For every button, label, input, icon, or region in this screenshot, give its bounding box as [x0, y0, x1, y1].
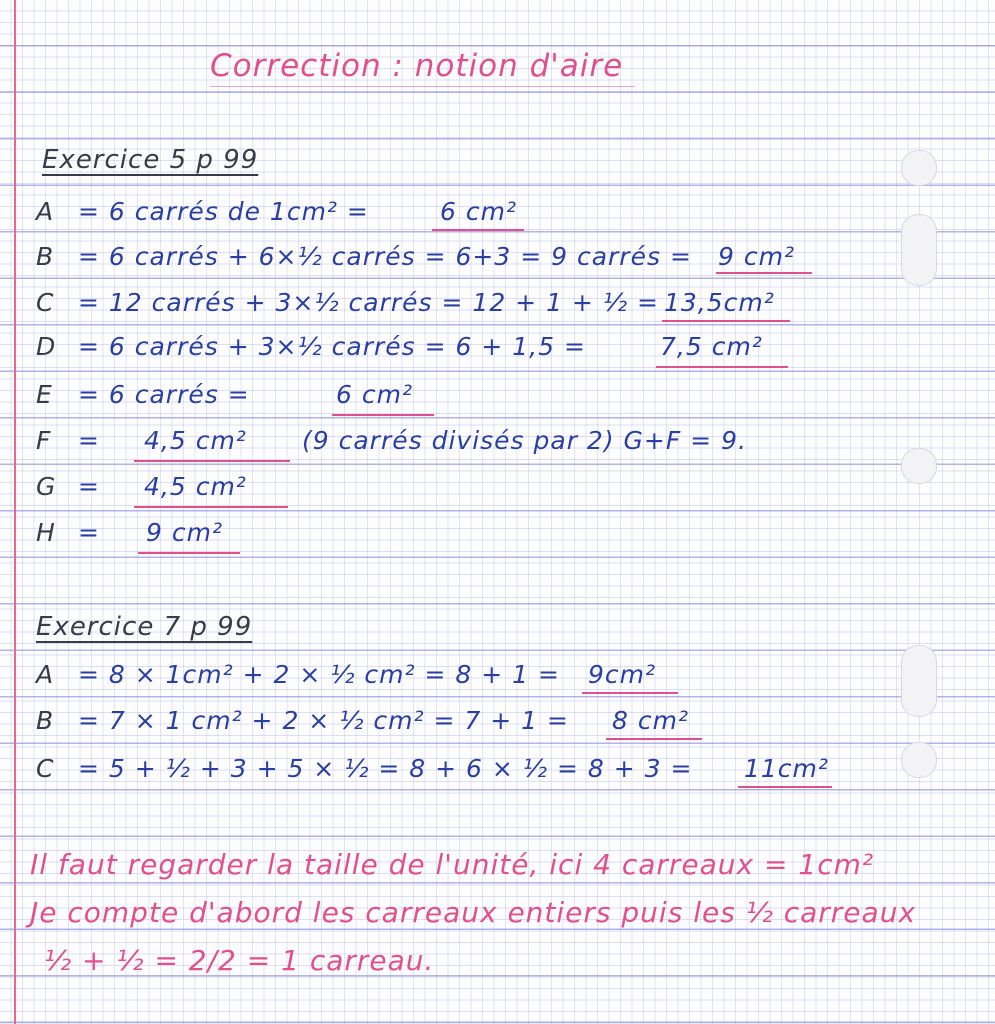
ex5-row-letter: F [36, 426, 52, 455]
ex7-row-answer: 9cm² [588, 660, 657, 689]
ex7-row-work: = 5 + ½ + 3 + 5 × ½ = 8 + 6 × ½ = 8 + 3 = [78, 754, 693, 783]
ex5-row-letter: D [36, 332, 57, 361]
ex5-row-letter: A [36, 197, 55, 226]
ex5-row-answer: 4,5 cm² [144, 472, 247, 501]
ex5-row-answer: 7,5 cm² [660, 332, 763, 361]
answer-underline [134, 506, 288, 508]
ex5-row-letter: E [36, 380, 53, 409]
answer-underline [606, 738, 702, 740]
answer-underline [134, 460, 290, 462]
margin-line [14, 0, 16, 1024]
ex5-row-answer: 13,5cm² [664, 288, 775, 317]
answer-underline [656, 366, 788, 368]
ex5-row-work: = 12 carrés + 3×½ carrés = 12 + 1 + ½ = [78, 288, 659, 317]
ex5-row-note: (9 carrés divisés par 2) G+F = 9. [302, 426, 747, 455]
ex7-row-letter: C [36, 754, 55, 783]
ex7-row-work: = 7 × 1 cm² + 2 × ½ cm² = 7 + 1 = [78, 706, 569, 735]
ex5-row-work: = [78, 518, 100, 547]
exercise7-heading: Exercice 7 p 99 [36, 612, 253, 642]
ex5-row-answer: 6 cm² [440, 197, 517, 226]
exercise5-heading: Exercice 5 p 99 [42, 145, 259, 175]
answer-underline [716, 272, 812, 274]
ex5-row-letter: H [36, 518, 56, 547]
answer-underline [662, 320, 790, 322]
conclusion-line-1: Il faut regarder la taille de l'unité, ici 4 carreaux = 1cm² [30, 848, 875, 881]
punch-hole [901, 645, 937, 717]
title-underline [210, 86, 635, 87]
ex5-row-work: = [78, 472, 100, 501]
answer-underline [138, 552, 240, 554]
ex5-row-work: = 6 carrés de 1cm² = [78, 197, 369, 226]
punch-hole [901, 150, 937, 186]
conclusion-line-3: ½ + ½ = 2/2 = 1 carreau. [44, 944, 435, 977]
ex7-row-answer: 8 cm² [612, 706, 689, 735]
punch-hole [901, 448, 937, 484]
ex5-row-work: = [78, 426, 100, 455]
answer-underline [432, 229, 524, 231]
answer-underline [332, 414, 434, 416]
ex7-row-letter: A [36, 660, 55, 689]
ex5-row-work: = 6 carrés + 6×½ carrés = 6+3 = 9 carrés = [78, 242, 692, 271]
ex5-row-letter: G [36, 472, 57, 501]
answer-underline [582, 692, 678, 694]
ex5-row-answer: 9 cm² [718, 242, 795, 271]
ex7-row-letter: B [36, 706, 55, 735]
ex5-row-answer: 6 cm² [336, 380, 413, 409]
ex5-row-work: = 6 carrés + 3×½ carrés = 6 + 1,5 = [78, 332, 586, 361]
page-title: Correction : notion d'aire [210, 48, 624, 84]
ex5-row-letter: C [36, 288, 55, 317]
ex7-row-answer: 11cm² [744, 754, 829, 783]
conclusion-line-2: Je compte d'abord les carreaux entiers puis les ½ carreaux [30, 896, 917, 929]
ex7-row-work: = 8 × 1cm² + 2 × ½ cm² = 8 + 1 = [78, 660, 560, 689]
ex5-row-work: = 6 carrés = [78, 380, 250, 409]
punch-hole [901, 742, 937, 778]
ex5-row-answer: 9 cm² [146, 518, 223, 547]
answer-underline [738, 786, 832, 788]
punch-hole [901, 214, 937, 286]
ex5-row-answer: 4,5 cm² [144, 426, 247, 455]
ex5-row-letter: B [36, 242, 55, 271]
